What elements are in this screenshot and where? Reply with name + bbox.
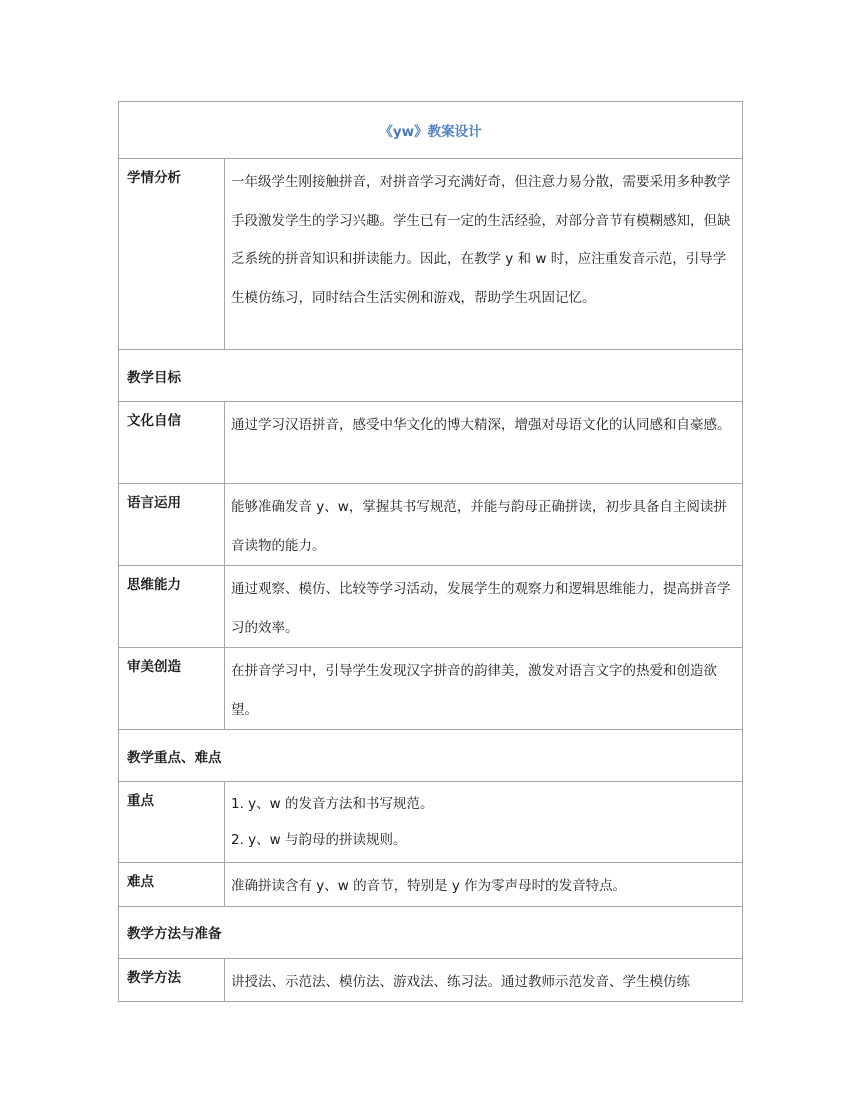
list-item: 2. y、w 与韵母的拼读规则。 [231, 832, 407, 848]
document-title: 《yw》教案设计 [119, 102, 743, 159]
row-label: 语言运用 [119, 484, 225, 566]
row-label: 文化自信 [119, 402, 225, 484]
table-row [119, 484, 743, 566]
row-label: 审美创造 [119, 648, 225, 730]
title-row [119, 102, 743, 159]
row-content [225, 782, 743, 863]
table-row [119, 782, 743, 863]
row-label: 难点 [119, 863, 225, 907]
row-content: 讲授法、示范法、模仿法、游戏法、练习法。通过教师示范发音、学生模仿练 [225, 958, 743, 1002]
row-label: 学情分析 [119, 159, 225, 350]
table-row [119, 402, 743, 484]
row-content: 在拼音学习中，引导学生发现汉字拼音的韵律美，激发对语言文字的热爱和创造欲望。 [225, 648, 743, 730]
table-row [119, 566, 743, 648]
section-heading: 教学方法与准备 [119, 906, 743, 958]
table-row [119, 159, 743, 350]
row-content: 一年级学生刚接触拼音，对拼音学习充满好奇，但注意力易分散，需要采用多种教学手段激发学生的学习兴趣。学生已有一定的生活经验，对部分音节有模糊感知，但缺乏系统的拼音知识和拼读能力。因此，在教学 y 和 w 时，应注重发音示范，引导学生模仿练习，同时结合生活实例和游戏，帮助学生巩固记忆。 [225, 159, 743, 350]
section-row [119, 350, 743, 402]
row-content: 能够准确发音 y、w，掌握其书写规范，并能与韵母正确拼读，初步具备自主阅读拼音读物的能力。 [225, 484, 743, 566]
table-row [119, 648, 743, 730]
row-content: 通过学习汉语拼音，感受中华文化的博大精深，增强对母语文化的认同感和自豪感。 [225, 402, 743, 484]
row-label: 重点 [119, 782, 225, 863]
section-heading: 教学目标 [119, 350, 743, 402]
table-row [119, 958, 743, 1002]
lesson-plan-table [118, 101, 743, 1002]
row-content: 通过观察、模仿、比较等学习活动，发展学生的观察力和逻辑思维能力，提高拼音学习的效率。 [225, 566, 743, 648]
section-heading: 教学重点、难点 [119, 730, 743, 782]
list-item: 1. y、w 的发音方法和书写规范。 [231, 796, 434, 812]
row-content: 准确拼读含有 y、w 的音节，特别是 y 作为零声母时的发音特点。 [225, 863, 743, 907]
row-label: 教学方法 [119, 958, 225, 1002]
table-row [119, 863, 743, 907]
section-row [119, 730, 743, 782]
section-row [119, 906, 743, 958]
row-label: 思维能力 [119, 566, 225, 648]
